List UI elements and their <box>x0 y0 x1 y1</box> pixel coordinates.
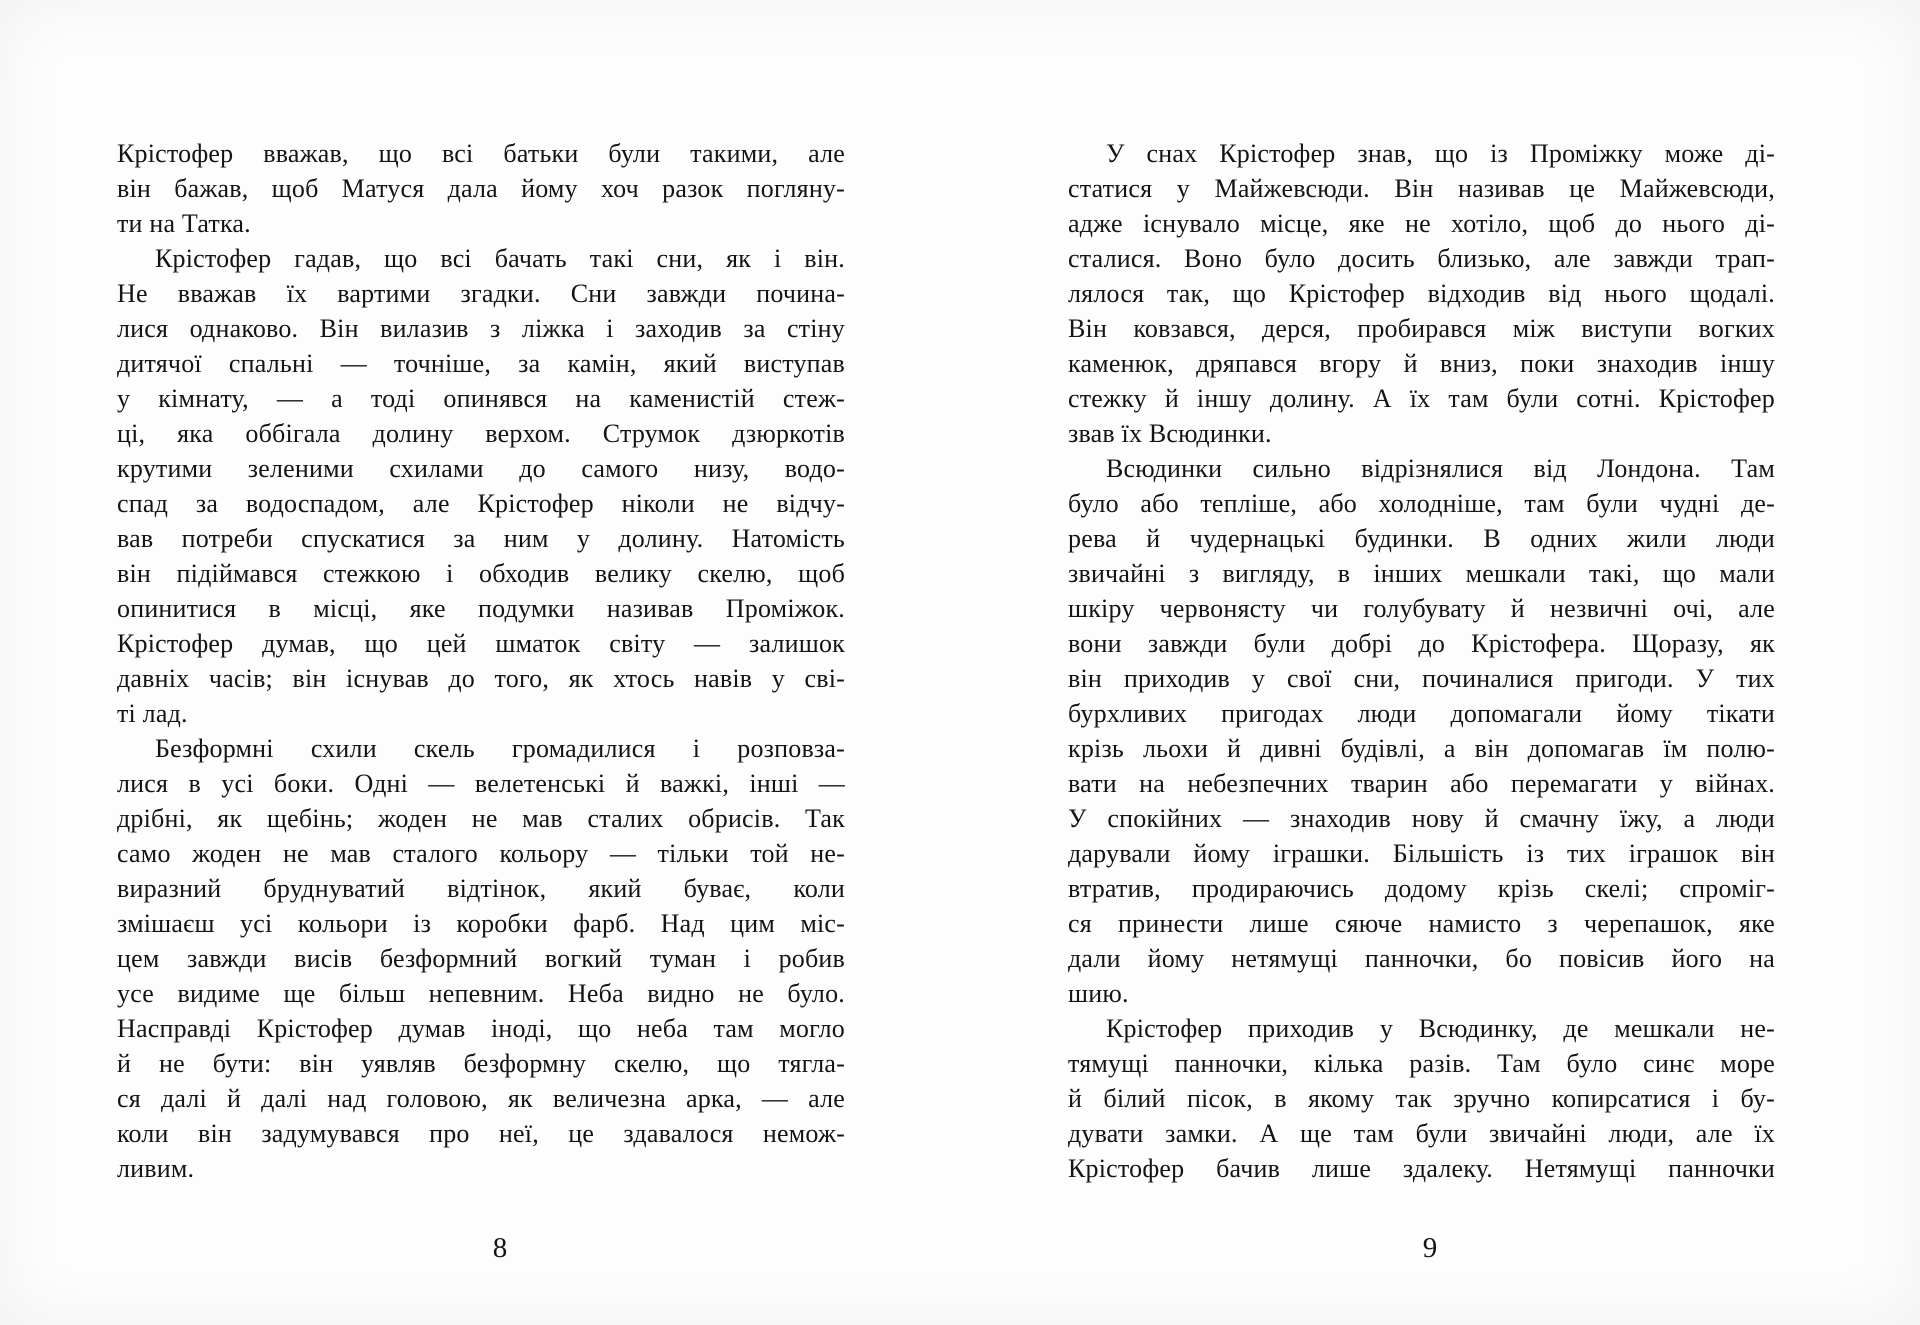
text-line: й білий пісок, в якому так зручно копирсатися і бу- <box>1068 1084 1775 1113</box>
text-line: й не бути: він уявляв безформну скелю, що тягла- <box>117 1049 845 1078</box>
text-line: ливим. <box>117 1154 195 1183</box>
text-line: лялося так, що Крістофер відходив від нього щодалі. <box>1068 279 1775 308</box>
text-line: Крістофер гадав, що всі бачать такі сни, як і він. <box>155 244 845 273</box>
text-line: каменюк, дряпався вгору й вниз, поки знаходив іншу <box>1068 349 1775 378</box>
text-line: опинитися в місці, яке подумки називав Проміжок. <box>117 594 845 623</box>
text-line: у кімнату, — а тоді опинявся на каменистій стеж- <box>117 384 845 413</box>
text-line: усе видиме ще більш непевним. Неба видно не було. <box>117 979 845 1008</box>
text-line: дувати замки. А ще там були звичайні люди, але їх <box>1068 1119 1775 1148</box>
text-line: Безформні схили скель громадилися і розповза- <box>155 734 845 763</box>
text-line: У спокійних — знаходив нову й смачну їжу, а люди <box>1068 804 1775 833</box>
text-line: він підіймався стежкою і обходив велику скелю, щоб <box>117 559 845 588</box>
text-line: коли він задумувався про неї, це здавалося немож- <box>117 1119 845 1148</box>
text-line: ся принести лише сяюче намисто з черепашок, яке <box>1068 909 1775 938</box>
text-line: ся далі й далі над головою, як величезна арка, — але <box>117 1084 845 1113</box>
text-line: вав потреби спускатися за ним у долину. Натомість <box>117 524 845 553</box>
text-line: ті лад. <box>117 699 188 728</box>
page-9-number: 9 <box>1422 1232 1438 1264</box>
text-line: дарували йому іграшки. Більшість із тих іграшок він <box>1068 839 1775 868</box>
text-line: ти на Татка. <box>117 209 251 238</box>
page-right <box>960 0 1920 1325</box>
text-line: дитячої спальні — точніше, за камін, який виступав <box>117 349 845 378</box>
text-line: звичайні з вигляду, в інших мешкали такі, що мали <box>1068 559 1775 588</box>
text-line: звав їх Всюдинки. <box>1068 419 1272 448</box>
text-line: виразний бруднуватий відтінок, який буває, коли <box>117 874 845 903</box>
text-line: стежку й іншу долину. А їх там були сотні. Крістофер <box>1068 384 1775 413</box>
text-line: вони завжди були добрі до Крістофера. Щоразу, як <box>1068 629 1775 658</box>
text-line: Насправді Крістофер думав іноді, що неба там могло <box>117 1014 845 1043</box>
text-line: дрібні, як щебінь; жоден не мав сталих обрисів. Так <box>117 804 845 833</box>
text-line: змішаєш усі кольори із коробки фарб. Над цим міс- <box>117 909 845 938</box>
text-line: Всюдинки сильно відрізнялися від Лондона. Там <box>1106 454 1775 483</box>
page-9-text-block <box>1068 136 1775 1186</box>
text-line: Крістофер приходив у Всюдинку, де мешкали не- <box>1106 1014 1775 1043</box>
text-line: крізь льохи й дивні будівлі, а він допомагав їм полю- <box>1068 734 1775 763</box>
text-line: Крістофер бачив лише здалеку. Нетямущі панночки <box>1068 1154 1775 1183</box>
text-line: Крістофер вважав, що всі батьки були такими, але <box>117 139 845 168</box>
text-line: бурхливих пригодах люди допомагали йому тікати <box>1068 699 1775 728</box>
text-line: адже існувало місце, яке не хотіло, щоб до нього ді- <box>1068 209 1775 238</box>
text-line: шию. <box>1068 979 1129 1008</box>
text-line: було або тепліше, або холодніше, там були чудні де- <box>1068 489 1775 518</box>
text-line: сталися. Воно було досить близько, але завжди трап- <box>1068 244 1775 273</box>
text-line: лися в усі боки. Одні — велетенські й важкі, інші — <box>117 769 845 798</box>
text-line: Не вважав їх вартими згадки. Сни завжди почина- <box>117 279 845 308</box>
text-line: лися однаково. Він вилазив з ліжка і заходив за стіну <box>117 314 845 343</box>
text-line: крутими зеленими схилами до самого низу, водо- <box>117 454 845 483</box>
text-line: рева й чудернацькі будинки. В одних жили люди <box>1068 524 1775 553</box>
text-line: спад за водоспадом, але Крістофер ніколи не відчу- <box>117 489 845 518</box>
text-line: втратив, продираючись додому крізь скелі; спроміг- <box>1068 874 1775 903</box>
text-line: цем завжди висів безформний вогкий туман і робив <box>117 944 845 973</box>
text-line: він приходив у свої сни, починалися пригоди. У тих <box>1068 664 1775 693</box>
text-line: давніх часів; він існував до того, як хтось навів у сві- <box>117 664 845 693</box>
text-line: Він ковзався, дерся, пробирався між виступи вогких <box>1068 314 1775 343</box>
text-line: дали йому нетямущі панночки, бо повісив його на <box>1068 944 1775 973</box>
text-line: шкіру червонясту чи голубувату й незвичні очі, але <box>1068 594 1775 623</box>
text-line: Крістофер думав, що цей шматок світу — залишок <box>117 629 845 658</box>
text-line: він бажав, щоб Матуся дала йому хоч разок погляну- <box>117 174 845 203</box>
text-line: вати на небезпечних тварин або перемагати у війнах. <box>1068 769 1775 798</box>
page-8-text-block <box>117 136 845 1186</box>
text-line: ці, яка оббігала долину верхом. Струмок дзюркотів <box>117 419 845 448</box>
page-8-number: 8 <box>492 1232 508 1264</box>
text-line: статися у Майжевсюди. Він називав це Майжевсюди, <box>1068 174 1775 203</box>
text-line: само жоден не мав сталого кольору — тільки той не- <box>117 839 845 868</box>
text-line: тямущі панночки, кілька разів. Там було синє море <box>1068 1049 1775 1078</box>
text-line: У снах Крістофер знав, що із Проміжку може ді- <box>1106 139 1775 168</box>
